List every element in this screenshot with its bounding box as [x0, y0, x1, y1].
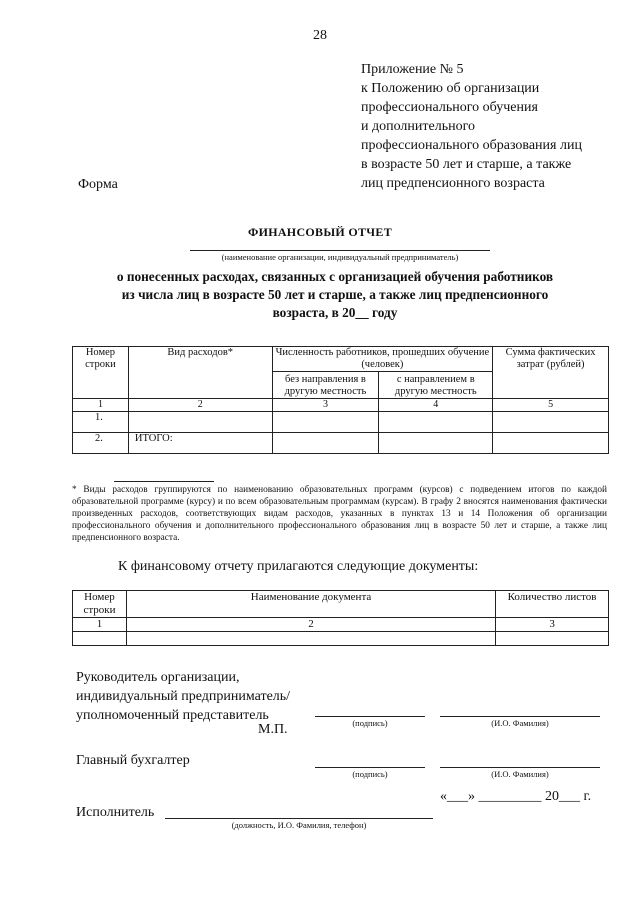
head-signatory [76, 668, 336, 725]
col-header-num: Номер строки [73, 591, 127, 618]
table-cell[interactable] [128, 412, 272, 433]
appendix-block [361, 60, 631, 193]
column-number: 4 [379, 399, 493, 412]
attachments-table [72, 590, 609, 646]
subtitle-line: возраста, в 20__ году [272, 305, 398, 320]
table-cell[interactable] [493, 433, 609, 454]
report-date[interactable]: «___» _________ 20___ г. [440, 789, 592, 804]
column-number: 2 [126, 618, 495, 632]
col-header-count: Численность работников, прошедших обучение (человек) [272, 347, 493, 372]
row-number: 1. [73, 412, 129, 433]
appendix-line: Приложение № 5 [361, 62, 464, 77]
table-cell[interactable] [73, 632, 127, 646]
expenses-table [72, 346, 609, 454]
table-row [73, 399, 609, 412]
executor-label: Исполнитель [76, 805, 155, 820]
column-number: 3 [496, 618, 609, 632]
col-header-type: Вид расходов* [128, 347, 272, 399]
appendix-line: в возрасте 50 лет и старше, а также [361, 157, 572, 172]
head-name-line[interactable] [440, 716, 600, 717]
report-title: ФИНАНСОВЫЙ ОТЧЕТ [247, 225, 393, 239]
table-cell[interactable] [493, 412, 609, 433]
table-row [73, 433, 609, 454]
appendix-line: профессионального образования лиц [361, 138, 582, 153]
row-number: 2. [73, 433, 129, 454]
head-line: индивидуальный предприниматель/ [76, 689, 291, 704]
table-row [73, 412, 609, 433]
column-number: 3 [272, 399, 379, 412]
column-number: 5 [493, 399, 609, 412]
col-header-sum: Сумма фактических затрат (рублей) [493, 347, 609, 399]
table-cell[interactable] [379, 433, 493, 454]
name-hint: (И.О. Фамилия) [491, 769, 549, 779]
attachments-heading: К финансовому отчету прилагаются следующие документы: [118, 559, 479, 574]
table-cell[interactable] [126, 632, 495, 646]
footnote-separator [114, 481, 214, 482]
head-line: уполномоченный представитель [76, 708, 269, 723]
col-header-nodir: без направления в другую местность [272, 372, 379, 399]
head-signature-line[interactable] [315, 716, 425, 717]
table-row [73, 618, 609, 632]
column-number: 1 [73, 399, 129, 412]
seal-label: М.П. [258, 722, 288, 737]
executor-line[interactable] [165, 818, 433, 819]
name-hint: (И.О. Фамилия) [491, 718, 549, 728]
subtitle-line: о понесенных расходах, связанных с организацией обучения работников [116, 269, 554, 284]
table-cell[interactable] [272, 433, 379, 454]
col-header-dir: с направлением в другую местность [379, 372, 493, 399]
appendix-line: лиц предпенсионного возраста [361, 176, 545, 191]
table-cell[interactable] [379, 412, 493, 433]
footnote: * Виды расходов группируются по наименованию образовательных программ (курсов) с подведением итогов по каждой образовательной программе (курсу) и по всем образовательным программам (курсам). В графу 2 вносятся наименования фактически произведенных расходов, соответствующих видам расходов, указанных в пунктах 13 и 14 Положения об организации профессионального обучения и дополнительного профессионального образования лиц в возрасте 50 лет и старше, а также лиц предпенсионного возраста. [72, 485, 607, 543]
report-subtitle [75, 268, 595, 322]
executor-hint: (должность, И.О. Фамилия, телефон) [231, 820, 367, 830]
col-header-name: Наименование документа [126, 591, 495, 618]
col-header-qty: Количество листов [496, 591, 609, 618]
org-name-hint: (наименование организации, индивидуальный предприниматель) [221, 252, 459, 262]
column-number: 2 [128, 399, 272, 412]
col-header-num: Номер строки [73, 347, 129, 399]
appendix-line: и дополнительного [361, 119, 475, 134]
org-name-line[interactable] [190, 250, 490, 251]
head-line: Руководитель организации, [76, 670, 240, 685]
subtitle-line: из числа лиц в возрасте 50 лет и старше, а также лиц предпенсионного [121, 287, 549, 302]
accountant-name-line[interactable] [440, 767, 600, 768]
accountant-signature-line[interactable] [315, 767, 425, 768]
signature-hint: (подпись) [352, 769, 388, 779]
table-cell[interactable] [496, 632, 609, 646]
table-row [73, 632, 609, 646]
appendix-line: профессионального обучения [361, 100, 538, 115]
accountant-label: Главный бухгалтер [76, 753, 190, 768]
table-cell[interactable] [272, 412, 379, 433]
signature-hint: (подпись) [352, 718, 388, 728]
total-label: ИТОГО: [128, 433, 272, 454]
form-label: Форма [78, 177, 118, 192]
page-number: 28 [313, 28, 327, 43]
column-number: 1 [73, 618, 127, 632]
appendix-line: к Положению об организации [361, 81, 540, 96]
